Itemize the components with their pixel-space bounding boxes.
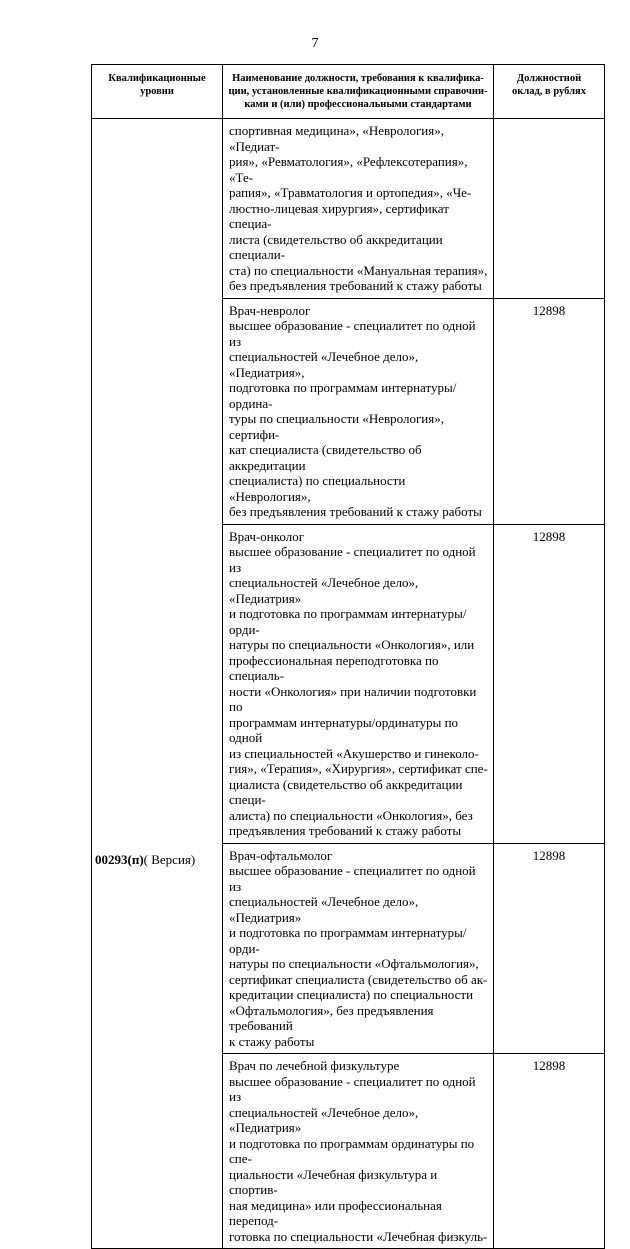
table-header-row (92, 65, 605, 119)
document-code (95, 852, 195, 868)
document-code-number: 00293(п) (95, 852, 144, 867)
table-row (92, 119, 605, 299)
qualification-table (91, 64, 605, 1249)
header-qualification-levels: Квалификационные уровни (92, 65, 223, 119)
salary-cell: 12898 (494, 843, 605, 1054)
qualification-level-cell (92, 119, 223, 1249)
position-cell: Врач по лечебной физкультуре высшее образование - специалитет по одной из специальностей «Лечебное дело», «Педиатрия» и подготовка по программам ординатуры по спе- циальности «Лечебная физкультура и спортив- ная медицина» или профессиональная перепод- готовка по специальности «Лечебная физкуль- (223, 1054, 494, 1249)
position-cell: Врач-невролог высшее образование - специалитет по одной из специальностей «Лечебное дело», «Педиатрия», подготовка по программам интернатуры/ордина- туры по специальности «Неврология», сертифи- кат специалиста (свидетельство об аккредитации специалиста) по специальности «Неврология», без предъявления требований к стажу работы (223, 298, 494, 524)
document-version: ( Версия) (143, 852, 196, 867)
header-salary: Должностной оклад, в рублях (494, 65, 605, 119)
position-cell: Врач-офтальмолог высшее образование - специалитет по одной из специальностей «Лечебное дело», «Педиатрия» и подготовка по программам интернатуры/орди- натуры по специальности «Офтальмология», сертификат специалиста (свидетельство об ак- кредитации специалиста) по специальности «Офтальмология», без предъявления требований к стажу работы (223, 843, 494, 1054)
position-cell: спортивная медицина», «Неврология», «Педиат- рия», «Ревматология», «Рефлексотерапия», «Те- рапия», «Травматология и ортопедия», «Че- люстно-лицевая хирургия», сертификат специа- листа (свидетельство об аккредитации специали- ста) по специальности «Мануальная терапия», без предъявления требований к стажу работы (223, 119, 494, 299)
page-number: 7 (311, 36, 319, 51)
salary-cell: 12898 (494, 1054, 605, 1249)
header-position-requirements: Наименование должности, требования к квалифика- ции, установленные квалификационными справочни- ками и (или) профессиональными стандартами (223, 65, 494, 119)
position-cell: Врач-онколог высшее образование - специалитет по одной из специальностей «Лечебное дело», «Педиатрия» и подготовка по программам интернатуры/орди- натуры по специальности «Онкология», или профессиональная переподготовка по специаль- ности «Онкология» при наличии подготовки по программам интернатуры/ординатуры по одной из специальностей «Акушерство и гинеколо- гия», «Терапия», «Хирургия», сертификат спе- циалиста (свидетельство об аккредитации специ- алиста) по специальности «Онкология», без предъявления требований к стажу работы (223, 524, 494, 843)
salary-cell: 12898 (494, 298, 605, 524)
salary-cell: 12898 (494, 524, 605, 843)
salary-cell (494, 119, 605, 299)
